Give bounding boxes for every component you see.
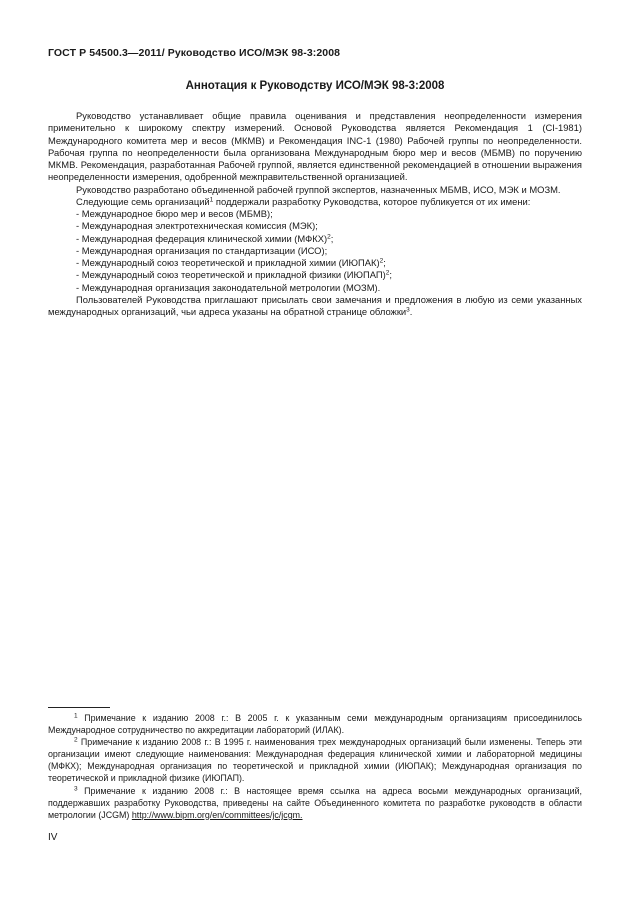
footnote-3 [48,785,582,821]
list-item-text: - Международная электротехническая комиссия (МЭК); [76,220,318,232]
footnote-text: Примечание к изданию 2008 г.: В настоящее время ссылка на адреса восьми международных организаций, поддержавших разработку Руководства, приведены на сайте Объединенного комитета по разработке руководств в области метрологии (JCGM) [48,785,582,820]
footnote-text: Примечание к изданию 2008 г.: В 1995 г. наименования трех международных организаций были изменены. Теперь эти организации имеют следующие наименования: Международная федерация клинической химии и лабораторной медицины (МФКХ); Международная организация по теоретической и прикладной химии (ИЮПАК); Международная организация по теоретической и прикладной физике (ИЮПАП). [48,737,582,784]
list-item-text: - Международная организация по стандартизации (ИСО); [76,244,328,256]
list-item-text: - Международная организация законодательной метрологии (МОЗМ). [76,281,381,293]
paragraph-working-group: Руководство разработано объединенной рабочей группой экспертов, назначенных МБМВ, ИСО, МЭК и МОЗМ. [76,183,561,195]
list-item [48,233,582,245]
list-item-suffix: ; [383,257,386,268]
list-item [48,257,582,269]
list-item-text: - Международная федерация клинической химии (МФКХ) [76,232,328,244]
footnote-text: Примечание к изданию 2008 г.: В 2005 г. к указанным семи международным организациям присоединилось Международное сотрудничество по аккредитации лабораторий (ИЛАК). [48,713,582,736]
page-title: Аннотация к Руководству ИСО/МЭК 98-3:2008 [185,80,445,92]
list-item-text: - Международный союз теоретической и прикладной физики (ИЮПАП) [76,269,386,281]
list-item-suffix: ; [330,232,334,244]
running-header: ГОСТ Р 54500.3—2011/ Руководство ИСО/МЭК 98-3:2008 [48,47,341,59]
footnote-1 [48,712,582,736]
footnote-separator [48,707,110,708]
footnote-ref-2: 2 [327,233,331,240]
footnote-number: 1 [74,712,78,720]
paragraph-scope: Руководство устанавливает общие правила оценивания и представления неопределенности измерения применительно к широкому спектру измерений. Основой Руководства является Рекомендация 1 (CI-1981) Международного комитета мер и весов (МКМВ) и Рекомендация INC-1 (1980) Рабочей группы по неопределенности. Рабочая группа по неопределенности была организована Международным бюро мер и весов (МБМВ) по поручению МКМВ. Рекомендация, разработанная Рабочей группой, является единственной рекомендацией в отношении выражения неопределенности измерения, одобренной межправительственной организацией. [48,110,582,183]
feedback-end: . [409,306,413,317]
intro-text-end: поддержали разработку Руководства, которое публикуется от их имени: [213,195,531,207]
list-item [48,269,582,281]
organization-list [48,208,582,294]
intro-text-start: Следующие семь организаций [76,195,210,207]
footnote-ref-3: 3 [406,306,410,314]
annotation-body [48,110,582,318]
footnote-ref-1: 1 [209,196,214,204]
paragraph-feedback [48,294,582,319]
paragraph-organizations-intro [48,196,582,208]
footnote-2 [48,736,582,784]
list-item-text: - Международное бюро мер и весов (МБМВ); [76,208,273,219]
footnote-ref-2: 2 [385,269,390,277]
footnotes [48,712,582,821]
list-item [48,282,582,294]
list-item-text: - Международный союз теоретической и прикладной химии (ИЮПАК) [76,257,380,268]
list-item [48,220,582,232]
list-item [48,208,582,220]
feedback-text: Пользователей Руководства приглашают присылать свои замечания и предложения в любую из семи указанных международных организаций, чьи адреса указаны на обратной странице обложки [48,293,582,317]
list-item [48,245,582,257]
footnote-ref-2: 2 [379,257,384,265]
jcgm-link[interactable]: http://www.bipm.org/en/committees/jc/jcgm. [131,809,303,820]
footnote-number: 3 [74,785,78,793]
list-item-suffix: ; [389,269,392,281]
footnote-number: 2 [74,736,78,744]
page-number: IV [48,832,58,843]
